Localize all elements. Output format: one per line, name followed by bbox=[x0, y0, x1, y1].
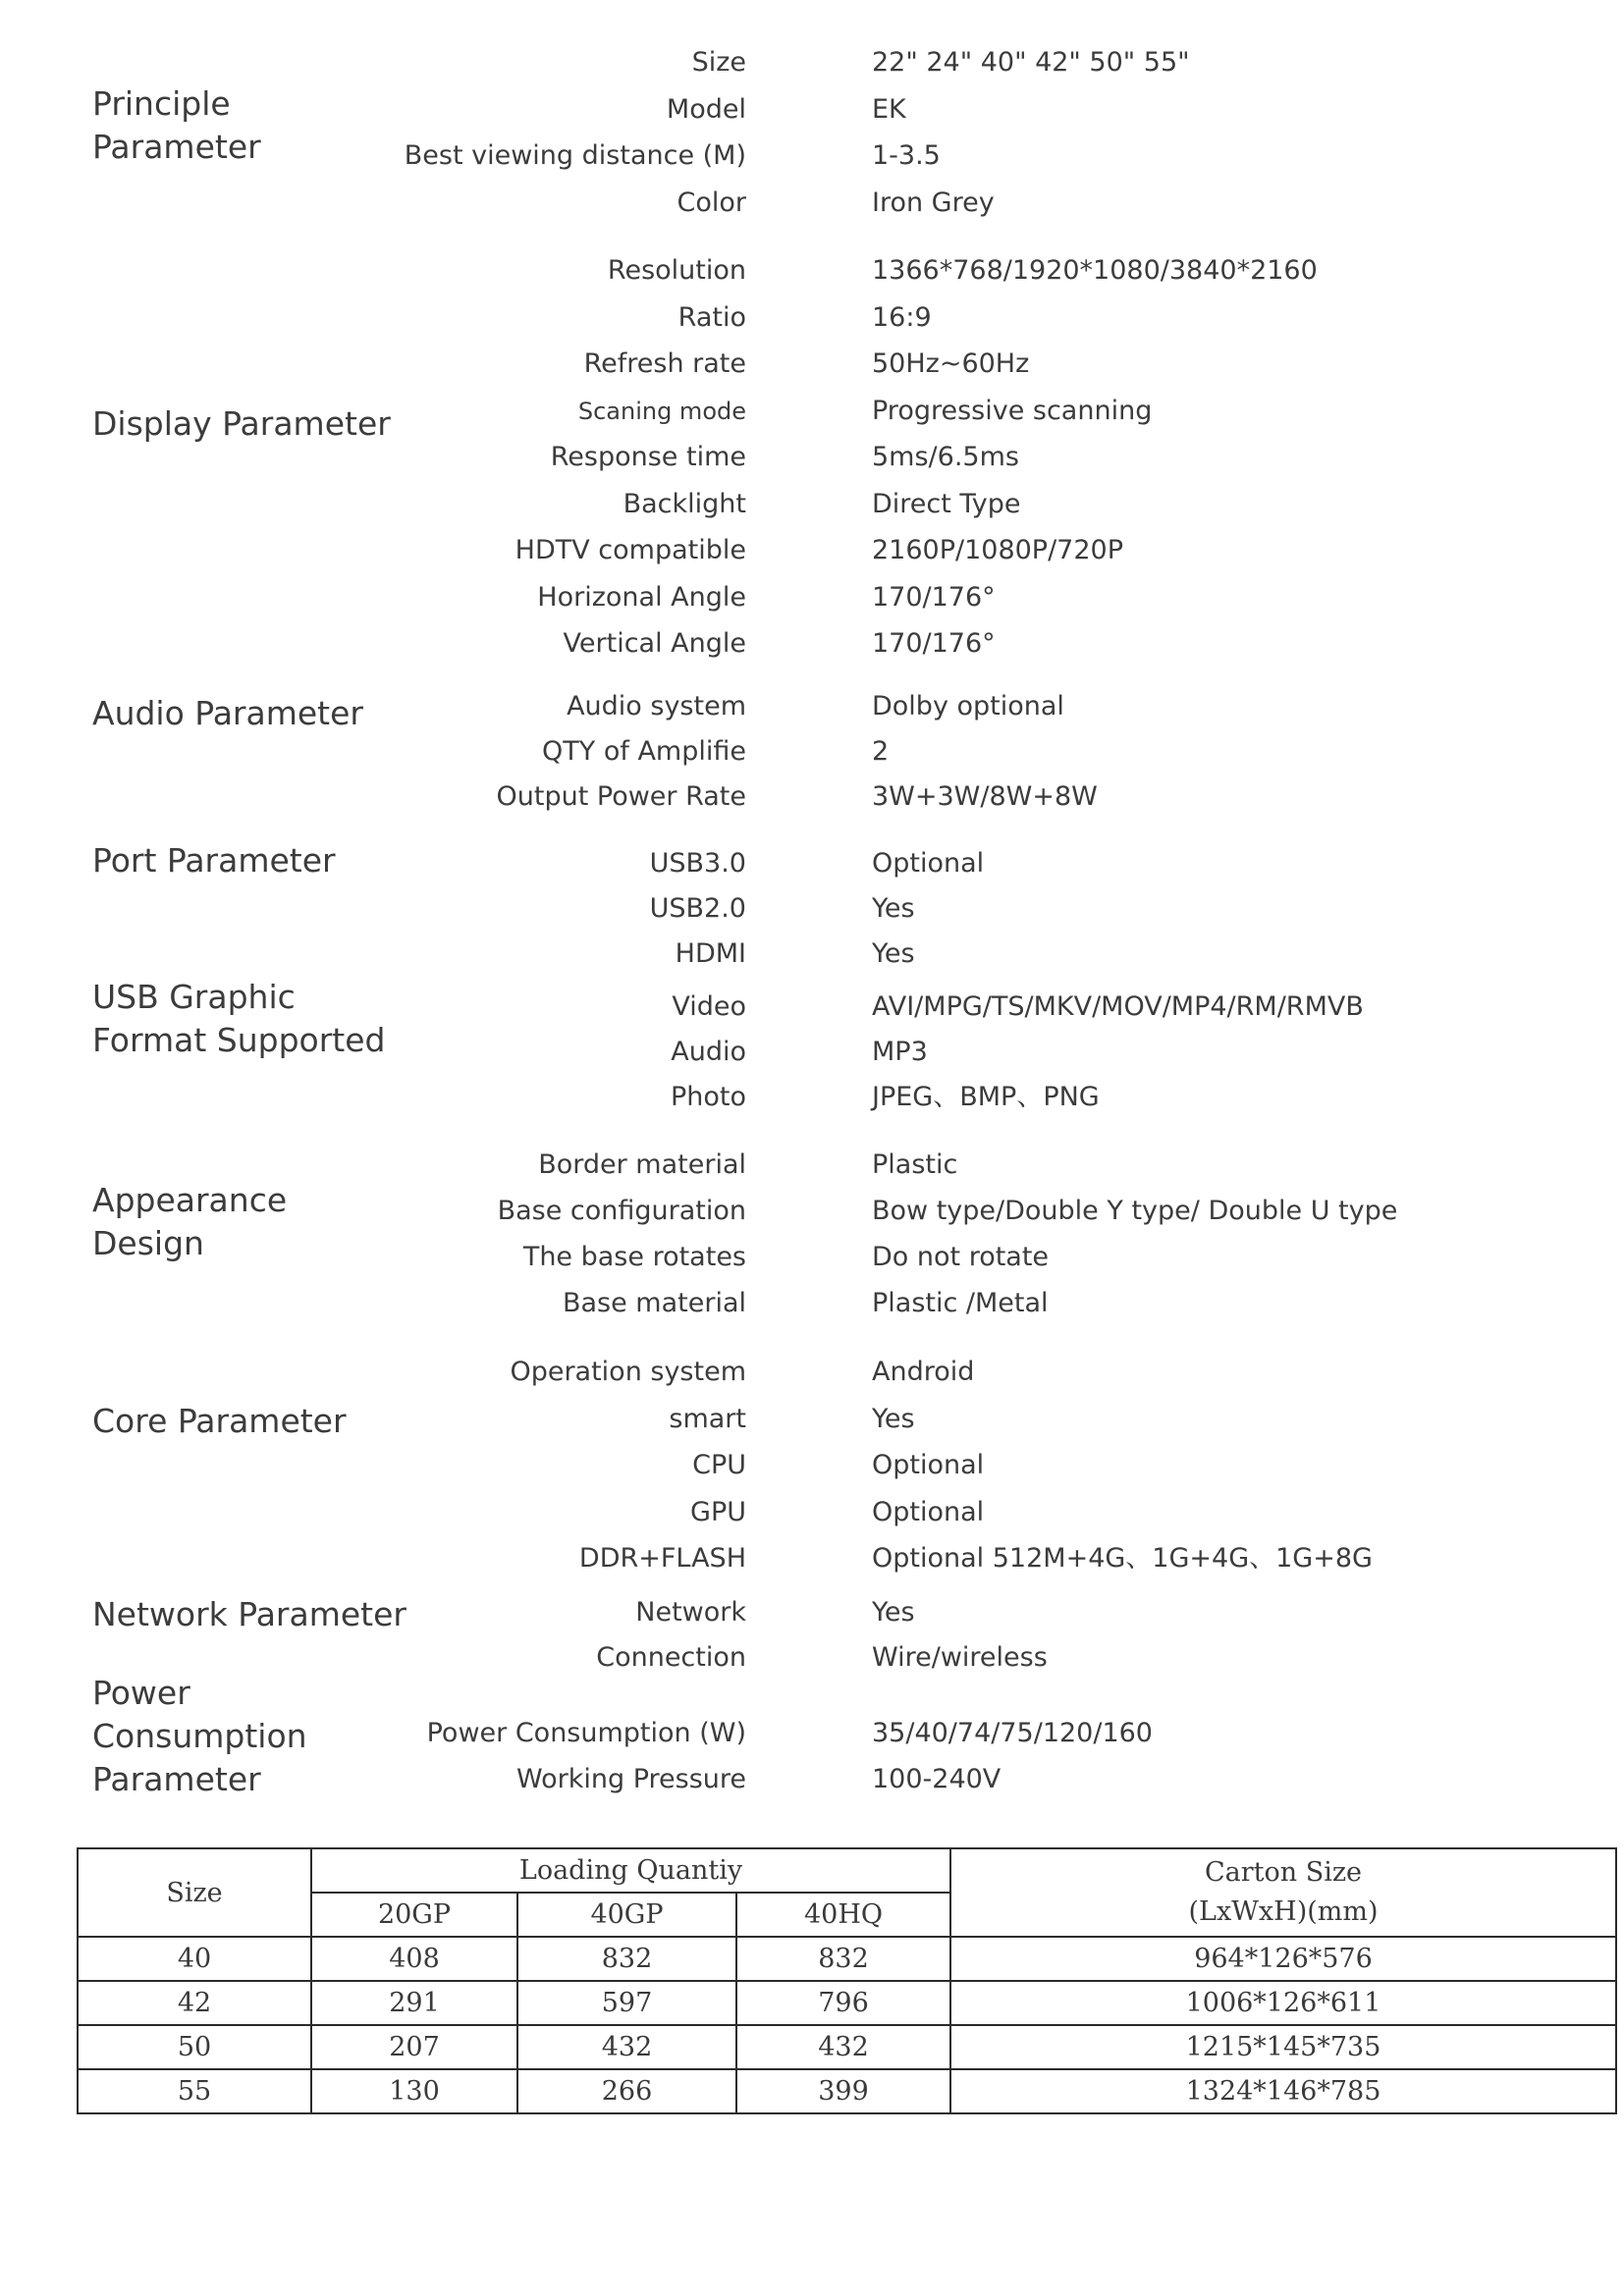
table-row bbox=[78, 1937, 1616, 1981]
spec-row bbox=[0, 841, 1624, 886]
spec-value: 35/40/74/75/120/160 bbox=[872, 1718, 1153, 1748]
spec-row bbox=[0, 87, 1624, 133]
table-cell: 432 bbox=[736, 2025, 950, 2069]
spec-row bbox=[0, 1350, 1624, 1395]
spec-label: Base material bbox=[562, 1288, 746, 1318]
group-title: Core Parameter bbox=[92, 1402, 347, 1440]
table-cell: 832 bbox=[517, 1937, 736, 1981]
table-cell: 40 bbox=[78, 1937, 311, 1981]
spec-row bbox=[0, 1711, 1624, 1756]
spec-value: Plastic /Metal bbox=[872, 1288, 1049, 1318]
spec-label: Border material bbox=[538, 1149, 746, 1180]
spec-value: 50Hz~60Hz bbox=[872, 348, 1030, 379]
spec-row bbox=[0, 684, 1624, 729]
spec-value: 22" 24" 40" 42" 50" 55" bbox=[872, 47, 1190, 78]
spec-value: Yes bbox=[872, 1403, 915, 1434]
table-cell: 266 bbox=[517, 2069, 736, 2113]
spec-row bbox=[0, 1189, 1624, 1234]
group-title: Audio Parameter bbox=[92, 694, 363, 732]
spec-label: QTY of Amplifie bbox=[542, 736, 746, 767]
group-title: USB Graphic Format Supported bbox=[92, 978, 386, 1059]
spec-label: USB2.0 bbox=[649, 893, 746, 924]
spec-value: Progressive scanning bbox=[872, 395, 1153, 426]
spec-row bbox=[0, 1397, 1624, 1442]
spec-row bbox=[0, 528, 1624, 573]
spec-row bbox=[0, 1281, 1624, 1326]
spec-label: Backlight bbox=[623, 488, 746, 519]
group-title: Port Parameter bbox=[92, 841, 336, 880]
spec-row bbox=[0, 1536, 1624, 1581]
group-title: Principle Parameter bbox=[92, 84, 261, 166]
subheader-40hq: 40HQ bbox=[736, 1893, 950, 1937]
table-cell: 964*126*576 bbox=[950, 1937, 1616, 1981]
spec-row bbox=[0, 729, 1624, 774]
spec-value: 2 bbox=[872, 736, 890, 767]
spec-row bbox=[0, 482, 1624, 527]
spec-label: Base configuration bbox=[497, 1196, 746, 1226]
spec-value: 16:9 bbox=[872, 301, 932, 333]
spec-row bbox=[0, 1075, 1624, 1120]
table-cell: 832 bbox=[736, 1937, 950, 1981]
spec-value: Iron Grey bbox=[872, 187, 995, 218]
table-cell: 50 bbox=[78, 2025, 311, 2069]
spec-row bbox=[0, 342, 1624, 387]
spec-value: 100-240V bbox=[872, 1764, 1001, 1794]
size-header: Size bbox=[78, 1848, 311, 1937]
spec-row bbox=[0, 575, 1624, 620]
spec-label: Refresh rate bbox=[583, 348, 746, 379]
spec-label: Operation system bbox=[510, 1357, 746, 1387]
spec-label: smart bbox=[669, 1403, 746, 1434]
spec-label: Best viewing distance (M) bbox=[404, 140, 746, 171]
spec-label: Size bbox=[691, 47, 746, 78]
spec-row bbox=[0, 886, 1624, 932]
spec-label: Audio bbox=[671, 1037, 746, 1067]
spec-value: Direct Type bbox=[872, 488, 1021, 519]
spec-label: Resolution bbox=[607, 255, 746, 286]
spec-value: 3W+3W/8W+8W bbox=[872, 781, 1098, 812]
table-row bbox=[78, 1981, 1616, 2025]
spec-row bbox=[0, 181, 1624, 226]
spec-value: AVI/MPG/TS/MKV/MOV/MP4/RM/RMVB bbox=[872, 991, 1364, 1022]
spec-label: Connection bbox=[596, 1641, 746, 1673]
spec-label: Working Pressure bbox=[516, 1764, 746, 1794]
spec-value: Bow type/Double Y type/ Double U type bbox=[872, 1196, 1398, 1226]
table-cell: 1324*146*785 bbox=[950, 2069, 1616, 2113]
group-title: Power Consumption Parameter bbox=[92, 1674, 307, 1798]
spec-row bbox=[0, 435, 1624, 480]
loading-quantity-header: Loading Quantiy bbox=[311, 1848, 950, 1893]
spec-value: 5ms/6.5ms bbox=[872, 442, 1019, 472]
spec-label: DDR+FLASH bbox=[578, 1543, 746, 1574]
spec-row bbox=[0, 932, 1624, 977]
spec-row bbox=[0, 1143, 1624, 1188]
spec-value: Optional bbox=[872, 1496, 985, 1527]
group-title: Display Parameter bbox=[92, 404, 391, 443]
spec-value: EK bbox=[872, 93, 906, 125]
spec-label: Ratio bbox=[677, 301, 746, 333]
spec-label: Photo bbox=[670, 1082, 746, 1112]
spec-label: HDTV compatible bbox=[514, 535, 746, 565]
spec-value: MP3 bbox=[872, 1037, 928, 1067]
table-cell: 432 bbox=[517, 2025, 736, 2069]
spec-value: 1366*768/1920*1080/3840*2160 bbox=[872, 255, 1318, 286]
group-title: Network Parameter bbox=[92, 1595, 406, 1633]
spec-label: Horizonal Angle bbox=[537, 581, 746, 613]
spec-value: Yes bbox=[872, 1597, 915, 1628]
spec-row bbox=[0, 389, 1624, 434]
table-cell: 1215*145*735 bbox=[950, 2025, 1616, 2069]
spec-label: GPU bbox=[690, 1496, 746, 1527]
carton-size-header bbox=[950, 1848, 1616, 1937]
carton-size-title: Carton Size bbox=[1204, 1857, 1363, 1888]
spec-value: Dolby optional bbox=[872, 691, 1064, 721]
spec-row bbox=[0, 1490, 1624, 1535]
spec-value: 1-3.5 bbox=[872, 140, 941, 171]
spec-row bbox=[0, 1443, 1624, 1488]
spec-row bbox=[0, 774, 1624, 820]
table-row bbox=[78, 2069, 1616, 2113]
table-cell: 408 bbox=[311, 1937, 517, 1981]
spec-value: Do not rotate bbox=[872, 1242, 1050, 1272]
subheader-20gp: 20GP bbox=[311, 1893, 517, 1937]
spec-row bbox=[0, 621, 1624, 667]
spec-label: Response time bbox=[550, 442, 746, 472]
table-header-row bbox=[78, 1848, 1616, 1893]
spec-label: Video bbox=[672, 991, 746, 1022]
spec-value: Yes bbox=[872, 893, 915, 924]
spec-label: Vertical Angle bbox=[563, 628, 746, 659]
spec-row bbox=[0, 248, 1624, 294]
spec-value: 2160P/1080P/720P bbox=[872, 535, 1123, 565]
spec-value: 170/176° bbox=[872, 581, 996, 613]
spec-label: Power Consumption (W) bbox=[426, 1718, 746, 1748]
spec-row bbox=[0, 985, 1624, 1030]
spec-row bbox=[0, 1030, 1624, 1075]
subheader-40gp: 40GP bbox=[517, 1893, 736, 1937]
table-cell: 42 bbox=[78, 1981, 311, 2025]
spec-value: Plastic bbox=[872, 1149, 958, 1180]
spec-label: CPU bbox=[692, 1450, 746, 1480]
spec-label: Output Power Rate bbox=[496, 781, 746, 812]
spec-label: Scaning mode bbox=[577, 397, 746, 425]
table-cell: 796 bbox=[736, 1981, 950, 2025]
loading-quantity-table bbox=[77, 1847, 1617, 2114]
spec-label: USB3.0 bbox=[649, 848, 746, 879]
spec-label: The base rotates bbox=[522, 1242, 746, 1272]
spec-value: Yes bbox=[872, 938, 915, 969]
spec-row bbox=[0, 133, 1624, 179]
spec-value: Optional bbox=[872, 1450, 985, 1480]
spec-row bbox=[0, 40, 1624, 85]
table-cell: 207 bbox=[311, 2025, 517, 2069]
table-cell: 399 bbox=[736, 2069, 950, 2113]
carton-size-unit: (LxWxH)(mm) bbox=[1188, 1896, 1379, 1927]
spec-label: HDMI bbox=[675, 938, 746, 969]
spec-row bbox=[0, 295, 1624, 341]
group-title: Appearance Design bbox=[92, 1181, 288, 1262]
spec-label: Model bbox=[666, 93, 746, 125]
spec-label: Color bbox=[677, 187, 746, 218]
spec-row bbox=[0, 1757, 1624, 1802]
spec-value: Wire/wireless bbox=[872, 1641, 1048, 1673]
table-cell: 291 bbox=[311, 1981, 517, 2025]
spec-value: Optional bbox=[872, 848, 985, 879]
table-cell: 1006*126*611 bbox=[950, 1981, 1616, 2025]
table-row bbox=[78, 2025, 1616, 2069]
spec-label: Audio system bbox=[567, 691, 746, 721]
spec-row bbox=[0, 1590, 1624, 1635]
spec-row bbox=[0, 1235, 1624, 1280]
spec-value: JPEG、BMP、PNG bbox=[872, 1082, 1100, 1112]
spec-value: Optional 512M+4G、1G+4G、1G+8G bbox=[872, 1543, 1373, 1574]
table-cell: 597 bbox=[517, 1981, 736, 2025]
table-cell: 130 bbox=[311, 2069, 517, 2113]
spec-label: Network bbox=[635, 1597, 746, 1628]
spec-value: Android bbox=[872, 1357, 975, 1387]
table-cell: 55 bbox=[78, 2069, 311, 2113]
spec-value: 170/176° bbox=[872, 628, 996, 659]
